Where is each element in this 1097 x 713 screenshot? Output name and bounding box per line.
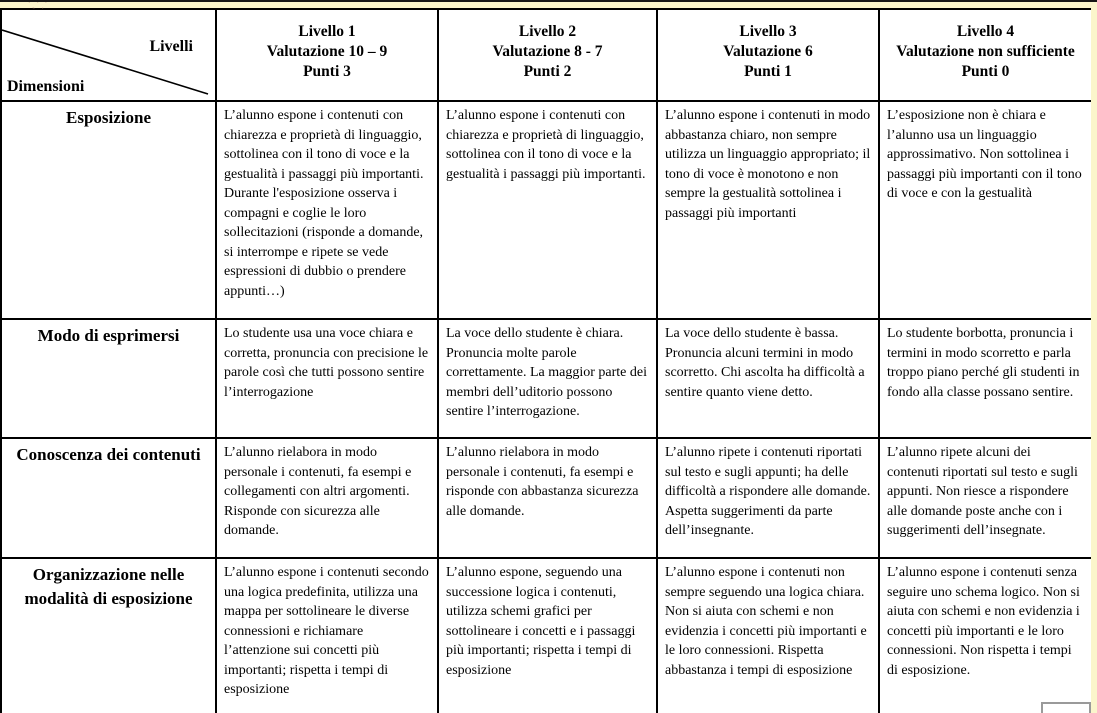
cell-esposizione-livello2: L’alunno espone i contenuti con chiarezza e proprietà di linguaggio, sottolinea con il tono di voce e la gestualità i passaggi più importanti.	[438, 101, 657, 319]
level-4-title: Livello 4	[956, 23, 1015, 40]
dimension-esposizione: Esposizione	[1, 101, 216, 319]
table-row	[1, 558, 1092, 713]
cell-modo-livello2: La voce dello studente è chiara. Pronuncia molte parole correttamente. La maggior parte dei membri dell’uditorio possono sentire l’interrogazione.	[438, 319, 657, 438]
cell-conoscenza-livello1: L’alunno rielabora in modo personale i contenuti, fa esempi e collegamenti con altri argomenti. Risponde con sicurezza alle domande.	[216, 438, 438, 558]
cell-esposizione-livello1: L’alunno espone i contenuti con chiarezza e proprietà di linguaggio, sottolinea con il tono di voce e la gestualità i passaggi più importanti. Durante l'esposizione osserva i compagni e coglie le loro sollecitazioni (risponde a domande, si interrompe e ripete se vede espressioni di dubbio o prendere appunti…)	[216, 101, 438, 319]
scan-artifact: ˙˷˙ ̦˙	[28, 1, 50, 9]
corner-cell	[1, 9, 216, 101]
level-header-4	[879, 9, 1092, 101]
dimension-conoscenza: Conoscenza dei contenuti	[1, 438, 216, 558]
table-row	[1, 319, 1092, 438]
level-3-title: Livello 3	[739, 23, 797, 40]
level-header-3	[657, 9, 879, 101]
level-2-valutazione: Valutazione 8 - 7	[492, 43, 603, 60]
page-right-strip	[1091, 0, 1097, 713]
level-1-valutazione: Valutazione 10 – 9	[266, 43, 388, 60]
table-row	[1, 101, 1092, 319]
level-1-punti: Punti 3	[303, 63, 351, 80]
cell-organizzazione-livello1: L’alunno espone i contenuti secondo una logica predefinita, utilizza una mappa per sottolineare le diverse connessioni e richiamare l’attenzione sui concetti più importanti; rispetta i tempi di esposizione	[216, 558, 438, 713]
level-4-valutazione: Valutazione non sufficiente	[896, 43, 1075, 60]
dimension-modo-di-esprimersi: Modo di esprimersi	[1, 319, 216, 438]
cell-modo-livello1: Lo studente usa una voce chiara e corretta, pronuncia con precisione le parole così che tutti possono sentire l’interrogazione	[216, 319, 438, 438]
level-2-title: Livello 2	[518, 23, 577, 40]
cell-esposizione-livello4: L’esposizione non è chiara e l’alunno usa un linguaggio approssimativo. Non sottolinea i passaggi più importanti con il tono di voce e con la gestualità	[879, 101, 1092, 319]
corner-label-livelli: Livelli	[149, 38, 193, 55]
cell-organizzazione-livello3: L’alunno espone i contenuti non sempre seguendo una logica chiara. Non si aiuta con schemi e non evidenzia i concetti più importanti e le loro connessioni. Rispetta abbastanza i tempi di esposizione	[657, 558, 879, 713]
cell-organizzazione-livello4: L’alunno espone i contenuti senza seguire uno schema logico. Non si aiuta con schemi e non evidenzia i concetti più importanti e le loro connessioni. Non rispetta i tempi di esposizione.	[879, 558, 1092, 713]
level-header-1	[216, 9, 438, 101]
page-top-strip	[0, 0, 1097, 8]
cell-conoscenza-livello4: L’alunno ripete alcuni dei contenuti riportati sul testo e sugli appunti. Non riesce a rispondere alle domande poste anche con i suggerimenti dell’insegnate.	[879, 438, 1092, 558]
cell-organizzazione-livello2: L’alunno espone, seguendo una successione logica i contenuti, utilizza schemi grafici per sottolineare i concetti e i passaggi più importanti; rispetta i tempi di esposizione	[438, 558, 657, 713]
level-3-valutazione: Valutazione 6	[723, 43, 813, 60]
level-header-2	[438, 9, 657, 101]
level-2-punti: Punti 2	[523, 63, 572, 80]
corner-label-dimensioni: Dimensioni	[7, 78, 85, 95]
dimension-organizzazione: Organizzazione nelle modalità di esposizione	[1, 558, 216, 713]
level-4-punti: Punti 0	[961, 63, 1010, 80]
cell-conoscenza-livello3: L’alunno ripete i contenuti riportati sul testo e sugli appunti; ha delle difficoltà a rispondere alle domande. Aspetta suggerimenti da parte dell’insegnante.	[657, 438, 879, 558]
cell-modo-livello3: La voce dello studente è bassa. Pronuncia alcuni termini in modo scorretto. Chi ascolta ha difficoltà a sentire quanto viene detto.	[657, 319, 879, 438]
bottom-right-box[interactable]	[1041, 702, 1091, 713]
level-3-punti: Punti 1	[744, 63, 792, 80]
cell-modo-livello4: Lo studente borbotta, pronuncia i termini in modo scorretto e parla troppo piano perché gli studenti in fondo alla classe possano sentire.	[879, 319, 1092, 438]
cell-conoscenza-livello2: L’alunno rielabora in modo personale i contenuti, fa esempi e risponde con abbastanza sicurezza alle domande.	[438, 438, 657, 558]
cell-esposizione-livello3: L’alunno espone i contenuti in modo abbastanza chiaro, non sempre utilizza un linguaggio appropriato; il tono di voce è monotono e non sempre la gestualità sottolinea i passaggi più importanti	[657, 101, 879, 319]
level-1-title: Livello 1	[298, 23, 356, 40]
table-row	[1, 438, 1092, 558]
rubric-table	[0, 8, 1093, 713]
